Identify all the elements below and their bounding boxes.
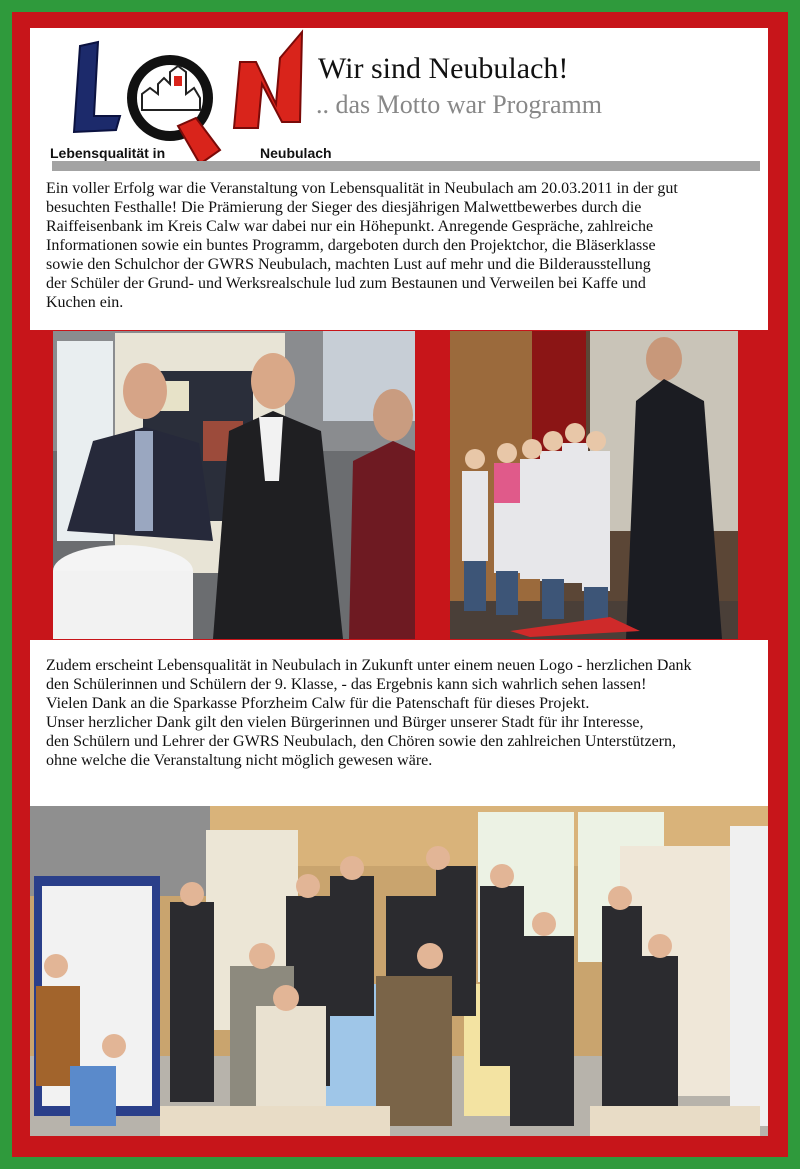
photo-drawing-exhibition-crowd: [30, 806, 768, 1136]
logo-letter-l: [74, 42, 120, 132]
logo-q-tail: [178, 118, 220, 164]
event-report-paragraph: Ein voller Erfolg war die Veranstaltung von Lebensqualität in Neubulach am 20.03.2011 in der gut besuchten Festhalle! Die Prämierung der Sieger des diesjährigen Malwettbewerbes durch die Raiffeisenbank im Kreis Calw war dabei nur ein Höhepunkt. Anregende Gespräche, zahlreiche Informationen sowie ein buntes Programm, dargeboten durch den Projektchor, die Bläserklasse sowie den Schulchor der GWRS Neubulach, machten Lust auf mehr und die Bilderausstellung der Schüler der Grund- und Werksrealschule lud zum Bestaunen und Verweilen bei Kaffe und Kuchen ein.: [46, 180, 678, 311]
thanks-paragraph: Zudem erscheint Lebensqualität in Neubulach in Zukunft unter einem neuen Logo - herzlichen Dank den Schülerinnen und Schülern der 9. Klasse, - das Ergebnis kann sich wahrlich sehen lassen! Vielen Dank an die Sparkasse Pforzheim Calw für die Patenschaft für dieses Projekt. Unser herzlicher Dank gilt den vielen Bürgerinnen und Bürger unserer Stadt für ihr Interesse, den Schülern und Lehrer der GWRS Neubulach, den Chören sowie den zahlreichen Unterstützern, ohne welche die Veranstaltung nicht möglich gewesen wäre.: [46, 657, 692, 769]
header-divider: [52, 161, 760, 171]
page-subtitle: .. das Motto war Programm: [316, 90, 602, 119]
logo-text-right: Neubulach: [260, 145, 332, 161]
logo-letter-n: [234, 32, 302, 128]
photo-children-choir: [450, 331, 738, 639]
header-panel: [30, 28, 768, 330]
thanks-panel: [30, 640, 768, 806]
logo-text-left: Lebensqualität in: [50, 145, 166, 161]
logo-tower-window: [174, 76, 182, 86]
photo-exhibition-visitors: [53, 331, 415, 639]
page-title: Wir sind Neubulach!: [318, 52, 569, 85]
lqn-logo: [50, 28, 340, 166]
